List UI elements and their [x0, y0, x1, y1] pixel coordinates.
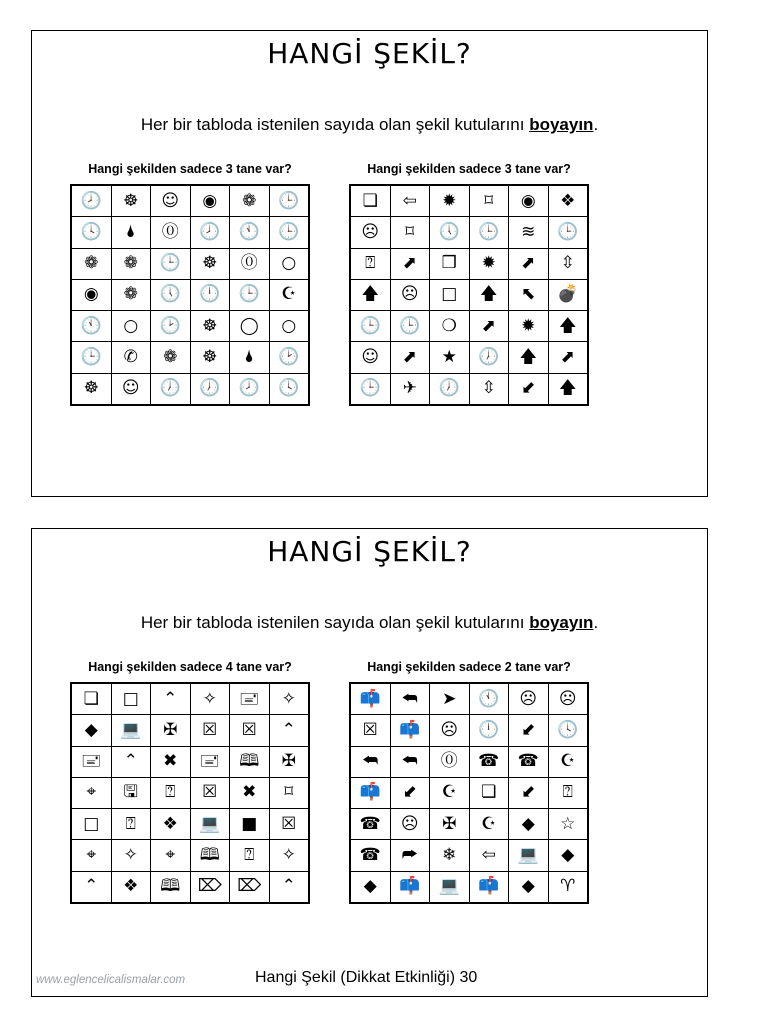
grid-cell[interactable]: ◉ — [509, 186, 548, 216]
grid-cell[interactable]: ◆ — [509, 809, 548, 839]
grid-cell[interactable]: 🕒 — [151, 249, 190, 279]
grid-cell[interactable]: ⌖ — [151, 840, 190, 870]
grid-cell[interactable]: ☒ — [191, 715, 230, 745]
grid-cell[interactable]: ☺ — [151, 186, 190, 216]
grid-cell[interactable]: ✆ — [112, 342, 151, 372]
grid-cell[interactable]: ○ — [270, 249, 309, 279]
grid-cell[interactable]: ✠ — [430, 809, 469, 839]
grid-cell[interactable]: ◯ — [230, 311, 269, 341]
grid-cell[interactable]: 🕚 — [230, 217, 269, 247]
grid-cell[interactable]: 🕮 — [191, 840, 230, 870]
grid-cell[interactable]: ⌃ — [72, 872, 111, 902]
grid-cell[interactable]: ☺ — [112, 374, 151, 404]
grid-cell[interactable]: 🕗 — [230, 374, 269, 404]
grid-cell[interactable]: ⍰ — [549, 778, 588, 808]
grid-cell[interactable]: 🕮 — [151, 872, 190, 902]
grid-cell[interactable]: 🕛 — [470, 715, 509, 745]
grid-cell[interactable]: ➤ — [430, 684, 469, 714]
grid-cell[interactable]: ⌖ — [72, 840, 111, 870]
grid-cell[interactable]: 🕒 — [549, 217, 588, 247]
grid-cell[interactable]: ⮪ — [351, 747, 390, 777]
grid-cell[interactable]: ⇳ — [470, 374, 509, 404]
grid-cell[interactable]: 💻 — [430, 872, 469, 902]
grid-cell[interactable]: 🕒 — [351, 374, 390, 404]
grid-cell[interactable]: 🕮 — [230, 747, 269, 777]
grid-cell[interactable]: ☒ — [191, 778, 230, 808]
grid-cell[interactable]: ⌑ — [391, 217, 430, 247]
grid-cell[interactable]: 📫 — [391, 715, 430, 745]
grid-cell[interactable]: 🕓 — [270, 374, 309, 404]
grid-cell[interactable]: 🕒 — [270, 186, 309, 216]
grid-cell[interactable]: 🡅 — [549, 374, 588, 404]
grid-cell[interactable]: ✹ — [470, 249, 509, 279]
grid-cell[interactable]: ❁ — [112, 280, 151, 310]
grid-cell[interactable]: ❏ — [351, 186, 390, 216]
grid-cell[interactable]: 🡅 — [509, 342, 548, 372]
grid-cell[interactable]: 🕓 — [72, 217, 111, 247]
grid-cell[interactable]: ◉ — [72, 280, 111, 310]
instruction-text — [32, 613, 707, 633]
grid-cell[interactable]: ✹ — [430, 186, 469, 216]
grid-cell[interactable]: ☪ — [430, 778, 469, 808]
grid-cell[interactable]: ⬋ — [509, 374, 548, 404]
grid-cell[interactable]: ❒ — [430, 249, 469, 279]
grid-cell[interactable]: ⌦ — [191, 872, 230, 902]
grid-cell[interactable]: ☎ — [351, 809, 390, 839]
grid-cell[interactable]: ⌖ — [72, 778, 111, 808]
grid-cell[interactable]: ◆ — [509, 872, 548, 902]
grid-cell[interactable]: ⬈ — [391, 342, 430, 372]
grid-cell[interactable]: ⌃ — [112, 747, 151, 777]
instruction-end: . — [593, 115, 599, 134]
grid-cell[interactable]: ◆ — [351, 872, 390, 902]
grid-cell[interactable]: 🕓 — [549, 715, 588, 745]
grid-cell[interactable]: ◉ — [191, 186, 230, 216]
grid-cell[interactable]: ❁ — [230, 186, 269, 216]
grid-cell[interactable]: 🖃 — [230, 684, 269, 714]
instruction-main: Her bir tabloda istenilen sayıda olan şekil kutularını — [140, 115, 525, 134]
grid-cell[interactable]: 📫 — [470, 872, 509, 902]
grid-cell[interactable]: ❖ — [112, 872, 151, 902]
grid-cell[interactable]: 📫 — [351, 684, 390, 714]
grid-cell[interactable]: ⓪ — [151, 217, 190, 247]
grid-cell[interactable]: ☎ — [351, 840, 390, 870]
grid-cell[interactable]: ⍰ — [112, 809, 151, 839]
grid-cell[interactable]: ✈ — [391, 374, 430, 404]
grid-cell[interactable]: 📫 — [351, 778, 390, 808]
grid-cell[interactable]: 🕔 — [151, 280, 190, 310]
grid-cell[interactable]: ☸ — [72, 374, 111, 404]
grid-cell[interactable]: ⌑ — [270, 778, 309, 808]
grid-cell[interactable]: 🖃 — [72, 747, 111, 777]
grid-cell[interactable]: ⓪ — [230, 249, 269, 279]
grid-cell[interactable]: ☹ — [549, 684, 588, 714]
grid-cell[interactable]: ☸ — [191, 249, 230, 279]
panel-title: HANGİ ŞEKİL? — [267, 37, 472, 70]
grid-cell[interactable]: ✖ — [230, 778, 269, 808]
grid-cell[interactable]: ☸ — [191, 342, 230, 372]
grid-cell[interactable]: 🕒 — [270, 217, 309, 247]
grid-cell[interactable]: ⬉ — [509, 280, 548, 310]
grid-cell[interactable]: ❏ — [72, 684, 111, 714]
grid-cell[interactable]: 🕚 — [470, 684, 509, 714]
grid-cell[interactable]: 🕗 — [72, 186, 111, 216]
grid-cell[interactable]: □ — [72, 809, 111, 839]
grid-cell[interactable]: ❁ — [151, 342, 190, 372]
grid-cell[interactable]: 💻 — [509, 840, 548, 870]
instruction-bold: boyayın — [529, 115, 594, 134]
grid-cell[interactable]: 🕒 — [391, 311, 430, 341]
grid-cell[interactable]: ⍰ — [230, 840, 269, 870]
panel-title: HANGİ ŞEKİL? — [267, 535, 472, 568]
grid-cell[interactable]: 🕒 — [72, 342, 111, 372]
grid-cell[interactable]: ⬈ — [549, 342, 588, 372]
grid-cell[interactable]: ○ — [112, 311, 151, 341]
grid-cell[interactable]: ❄ — [430, 840, 469, 870]
grid-cell[interactable]: ⌃ — [151, 684, 190, 714]
website-watermark: www.eglencelicalismalar.com — [36, 974, 186, 986]
grid-cell[interactable]: ≋ — [509, 217, 548, 247]
grid-cell[interactable]: 🕔 — [430, 217, 469, 247]
grid-cell[interactable]: ■ — [230, 809, 269, 839]
grid-cell[interactable]: ♈ — [549, 872, 588, 902]
grid-cell[interactable]: 🕖 — [470, 342, 509, 372]
grid-cell[interactable]: ★ — [430, 342, 469, 372]
grid-cell[interactable]: ☒ — [351, 715, 390, 745]
question-label-right: Hangi şekilden sadece 2 tane var? — [367, 660, 571, 674]
grid-cell[interactable]: ⬋ — [509, 715, 548, 745]
grid-cell[interactable]: ⬋ — [509, 778, 548, 808]
grid-cell[interactable]: ✠ — [270, 747, 309, 777]
grid-cell[interactable]: ⮪ — [391, 747, 430, 777]
question-label-right: Hangi şekilden sadece 3 tane var? — [367, 162, 571, 176]
grid-cell[interactable]: ☒ — [270, 809, 309, 839]
grid-cell[interactable]: □ — [112, 684, 151, 714]
grid-cell[interactable]: ☹ — [391, 809, 430, 839]
grid-cell[interactable]: ✹ — [509, 311, 548, 341]
symbol-grid-right — [349, 184, 589, 406]
grid-cell[interactable]: ⮫ — [391, 840, 430, 870]
instruction-text — [32, 115, 707, 135]
grid-cell[interactable]: ✖ — [151, 747, 190, 777]
grid-cell[interactable]: 🕚 — [72, 311, 111, 341]
grid-cell[interactable]: 🕖 — [191, 374, 230, 404]
grid-cell[interactable]: 🡅 — [351, 280, 390, 310]
grid-cell[interactable]: ❖ — [549, 186, 588, 216]
grid-cell[interactable]: ✠ — [151, 715, 190, 745]
grid-cell[interactable]: 🡅 — [549, 311, 588, 341]
grid-cell[interactable]: 🕒 — [351, 311, 390, 341]
symbol-grid-left — [70, 682, 310, 904]
grid-cell[interactable]: ☺ — [351, 342, 390, 372]
grid-cell[interactable]: ☎ — [509, 747, 548, 777]
grid-cell[interactable]: ☸ — [191, 311, 230, 341]
grid-cell[interactable]: ☪ — [549, 747, 588, 777]
grid-cell[interactable]: 🖃 — [191, 747, 230, 777]
grid-cell[interactable]: ⓪ — [430, 747, 469, 777]
grid-cell[interactable]: ❁ — [112, 249, 151, 279]
grid-cell[interactable]: ⇦ — [391, 186, 430, 216]
grid-cell[interactable]: □ — [430, 280, 469, 310]
grid-cell[interactable]: ⍰ — [351, 249, 390, 279]
grid-cell[interactable]: ✧ — [270, 684, 309, 714]
grid-cell[interactable]: ☹ — [391, 280, 430, 310]
grid-cell[interactable]: 🕑 — [151, 311, 190, 341]
grid-cell[interactable]: ⌃ — [270, 715, 309, 745]
grid-cell[interactable]: 🕑 — [270, 342, 309, 372]
grid-cell[interactable]: ◆ — [72, 715, 111, 745]
grid-cell[interactable]: ⬈ — [509, 249, 548, 279]
grid-cell[interactable]: ⌃ — [270, 872, 309, 902]
grid-cell[interactable]: 🕗 — [191, 217, 230, 247]
grid-cell[interactable]: 📫 — [391, 872, 430, 902]
grid-cell[interactable]: ⬈ — [391, 249, 430, 279]
grid-cell[interactable]: ❏ — [470, 778, 509, 808]
grid-cell[interactable]: 🖫 — [112, 778, 151, 808]
grid-cell[interactable]: 🕛 — [191, 280, 230, 310]
grid-cell[interactable]: ☹ — [509, 684, 548, 714]
page-footer: Hangi Şekil (Dikkat Etkinliği) 30 — [255, 969, 478, 986]
grid-cell[interactable]: ✧ — [191, 684, 230, 714]
grid-cell[interactable]: 💣 — [549, 280, 588, 310]
worksheet-panel-2 — [31, 528, 708, 997]
instruction-end: . — [593, 613, 599, 632]
grid-cell[interactable]: ❍ — [430, 311, 469, 341]
grid-cell[interactable]: 🕖 — [151, 374, 190, 404]
question-label-left: Hangi şekilden sadece 3 tane var? — [88, 162, 292, 176]
grid-cell[interactable]: ☪ — [470, 809, 509, 839]
grid-cell[interactable]: 🌢 — [112, 217, 151, 247]
grid-cell[interactable]: ☹ — [351, 217, 390, 247]
grid-cell[interactable]: ⌑ — [470, 186, 509, 216]
grid-cell[interactable]: ○ — [270, 311, 309, 341]
grid-cell[interactable]: 🕒 — [230, 280, 269, 310]
grid-cell[interactable]: ✧ — [112, 840, 151, 870]
grid-cell[interactable]: ⮪ — [391, 684, 430, 714]
grid-cell[interactable]: ⇦ — [470, 840, 509, 870]
grid-cell[interactable]: ❖ — [151, 809, 190, 839]
grid-cell[interactable]: ⌦ — [230, 872, 269, 902]
grid-cell[interactable]: ⍰ — [151, 778, 190, 808]
grid-cell[interactable]: 🡅 — [470, 280, 509, 310]
grid-cell[interactable]: ☒ — [230, 715, 269, 745]
grid-cell[interactable]: ◆ — [549, 840, 588, 870]
grid-cell[interactable]: 💻 — [191, 809, 230, 839]
grid-cell[interactable]: ☪ — [270, 280, 309, 310]
symbol-grid-left — [70, 184, 310, 406]
grid-cell[interactable]: ☎ — [470, 747, 509, 777]
grid-cell[interactable]: ⇳ — [549, 249, 588, 279]
grid-cell[interactable]: ☆ — [549, 809, 588, 839]
grid-cell[interactable]: ❁ — [72, 249, 111, 279]
instruction-main: Her bir tabloda istenilen sayıda olan şekil kutularını — [140, 613, 525, 632]
grid-cell[interactable]: 💻 — [112, 715, 151, 745]
grid-cell[interactable]: ⬋ — [391, 778, 430, 808]
grid-cell[interactable]: ☹ — [430, 715, 469, 745]
grid-cell[interactable]: ⬈ — [470, 311, 509, 341]
grid-cell[interactable]: 🌢 — [230, 342, 269, 372]
symbol-grid-right — [349, 682, 589, 904]
grid-cell[interactable]: ✧ — [270, 840, 309, 870]
grid-cell[interactable]: 🕖 — [430, 374, 469, 404]
question-label-left: Hangi şekilden sadece 4 tane var? — [88, 660, 292, 674]
grid-cell[interactable]: ☸ — [112, 186, 151, 216]
worksheet-panel-1 — [31, 30, 708, 497]
grid-cell[interactable]: 🕒 — [470, 217, 509, 247]
instruction-bold: boyayın — [529, 613, 594, 632]
